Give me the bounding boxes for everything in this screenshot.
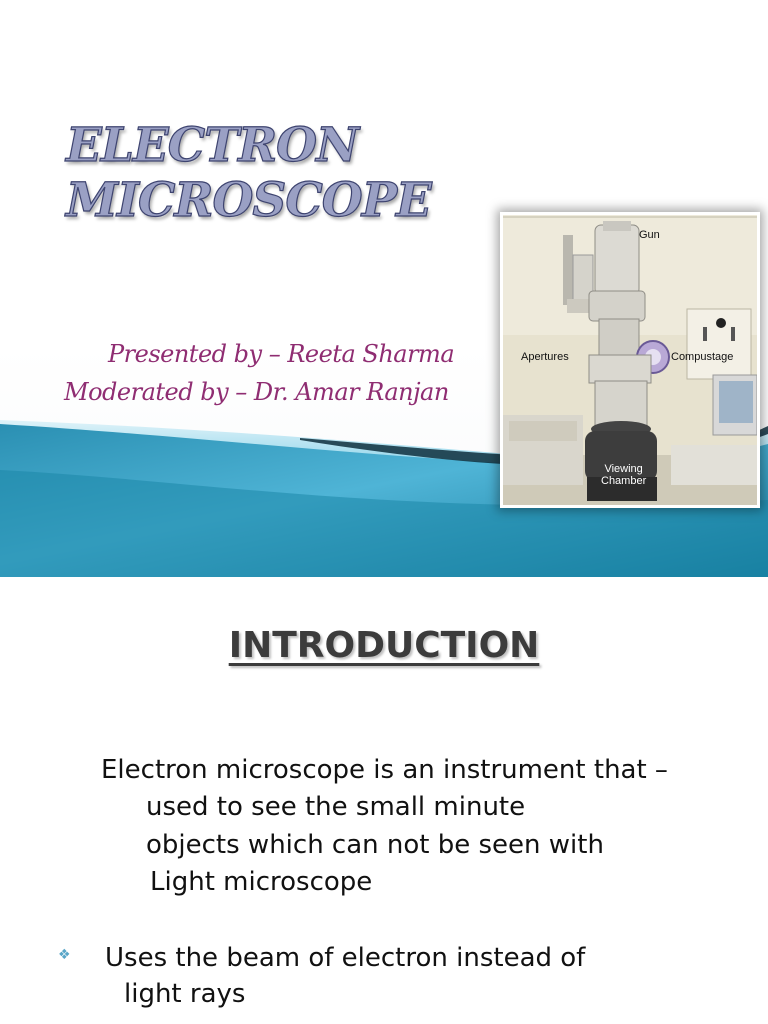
paragraph-line-2: used to see the small minute: [146, 792, 526, 822]
paragraph-line-4: Light microscope: [150, 867, 373, 897]
introduction-slide: [0, 577, 768, 1024]
label-viewing-line2: Chamber: [601, 475, 647, 487]
paragraph-line-1: Electron microscope is an instrument that –: [101, 755, 668, 785]
slide-title: ELECTRON MICROSCOPE: [66, 118, 431, 228]
microscope-photo: [500, 212, 760, 508]
presented-by: Presented by – Reeta Sharma: [108, 340, 455, 368]
introduction-heading: [0, 625, 768, 666]
introduction-heading-text: INTRODUCTION: [228, 625, 540, 666]
label-viewing-line1: Viewing: [604, 463, 643, 475]
bullet-line-2: light rays: [124, 979, 246, 1009]
paragraph-line-3: objects which can not be seen with: [146, 830, 604, 860]
diamond-bullet-icon: ❖: [58, 947, 71, 963]
label-compustage: Compustage: [671, 351, 734, 363]
moderated-by: Moderated by – Dr. Amar Ranjan: [64, 378, 449, 406]
bullet-line-1: Uses the beam of electron instead of: [105, 943, 586, 973]
label-viewing-chamber: [601, 463, 646, 487]
label-apertures: Apertures: [521, 351, 569, 363]
label-gun: Gun: [639, 229, 660, 241]
